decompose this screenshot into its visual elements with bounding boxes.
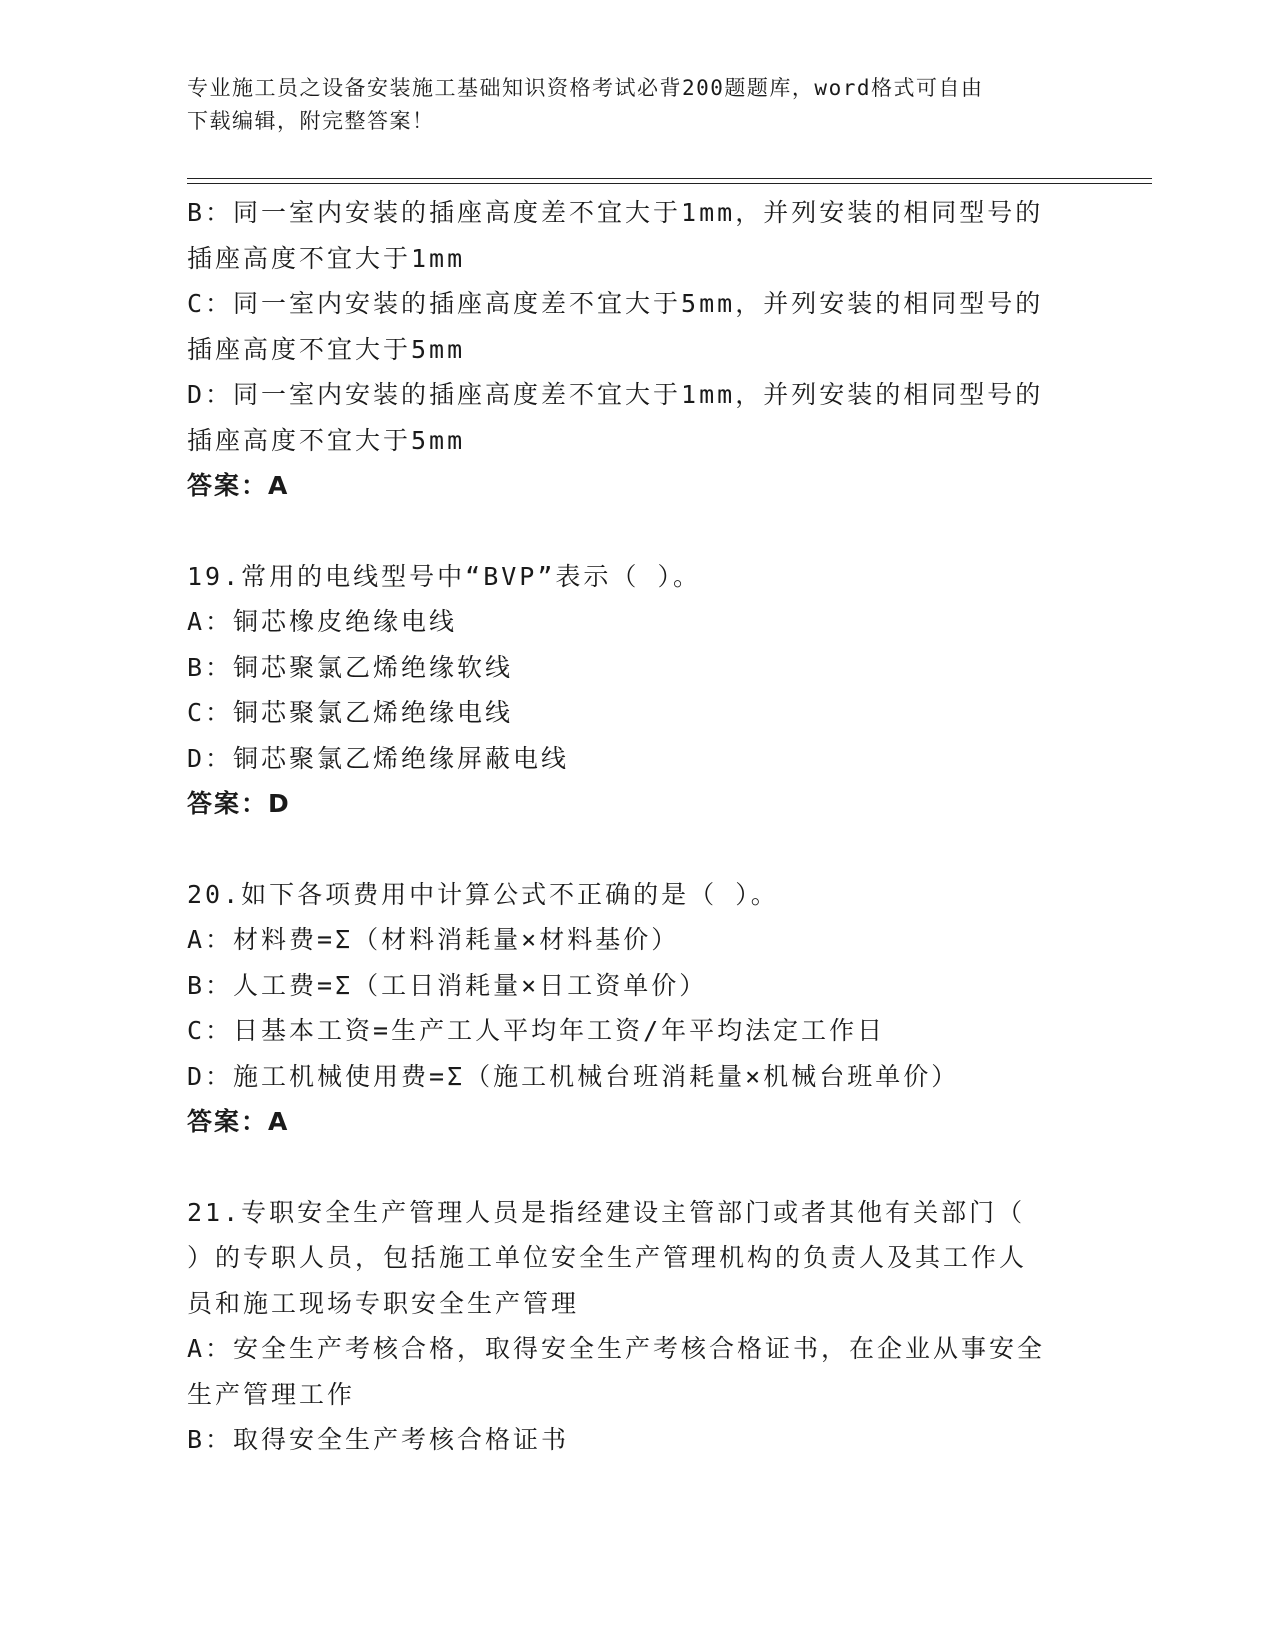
q18-option-c-line-2: 插座高度不宜大于5mm — [187, 334, 466, 364]
spacer — [187, 1145, 1087, 1190]
q18-option-c-line-1: C：同一室内安装的插座高度差不宜大于5mm，并列安装的相同型号的 — [187, 289, 1044, 318]
q19-question: 19.常用的电线型号中“BVP”表示（ ）。 — [187, 561, 701, 591]
header-divider-bottom — [187, 183, 1152, 184]
q21-question-line-2: ）的专职人员，包括施工单位安全生产管理机构的负责人及其工作人 — [187, 1243, 1028, 1272]
header-line-1: 专业施工员之设备安装施工基础知识资格考试必背200题题库，word格式可自由 — [187, 76, 984, 100]
q19-option-a: A：铜芯橡皮绝缘电线 — [187, 607, 458, 636]
spacer — [187, 827, 1087, 872]
q21-option-b: B：取得安全生产考核合格证书 — [187, 1425, 570, 1454]
q18-option-b-line-2: 插座高度不宜大于1mm — [187, 243, 466, 273]
q21-question-line-3: 员和施工现场专职安全生产管理 — [187, 1288, 580, 1318]
q18-option-d-line-1: D：同一室内安装的插座高度差不宜大于1mm，并列安装的相同型号的 — [187, 380, 1044, 409]
q20-answer: 答案：A — [187, 1107, 290, 1136]
q19-option-b: B：铜芯聚氯乙烯绝缘软线 — [187, 652, 514, 682]
q20-option-b: B：人工费=Σ（工日消耗量×日工资单价） — [187, 970, 708, 1000]
q21-question-line-1: 21.专职安全生产管理人员是指经建设主管部门或者其他有关部门（ — [187, 1197, 1026, 1227]
question-content — [187, 190, 1087, 1463]
q19-answer: 答案：D — [187, 789, 291, 818]
spacer — [187, 509, 1087, 554]
q19-option-c: C：铜芯聚氯乙烯绝缘电线 — [187, 698, 514, 727]
q18-answer: 答案：A — [187, 471, 290, 500]
q19-option-d: D：铜芯聚氯乙烯绝缘屏蔽电线 — [187, 743, 570, 773]
q21-option-a-line-2: 生产管理工作 — [187, 1379, 356, 1409]
q20-option-d: D：施工机械使用费=Σ（施工机械台班消耗量×机械台班单价） — [187, 1061, 960, 1091]
q21-option-a-line-1: A：安全生产考核合格，取得安全生产考核合格证书，在企业从事安全 — [187, 1334, 1046, 1363]
document-header — [187, 72, 1067, 138]
q18-option-b-line-1: B：同一室内安装的插座高度差不宜大于1mm，并列安装的相同型号的 — [187, 198, 1044, 227]
header-line-2: 下载编辑，附完整答案！ — [187, 109, 435, 133]
q18-option-d-line-2: 插座高度不宜大于5mm — [187, 425, 466, 455]
q20-question: 20.如下各项费用中计算公式不正确的是（ ）。 — [187, 879, 779, 909]
q20-option-a: A：材料费=Σ（材料消耗量×材料基价） — [187, 925, 680, 954]
q20-option-c: C：日基本工资=生产工人平均年工资/年平均法定工作日 — [187, 1016, 886, 1045]
header-divider-top — [187, 178, 1152, 179]
